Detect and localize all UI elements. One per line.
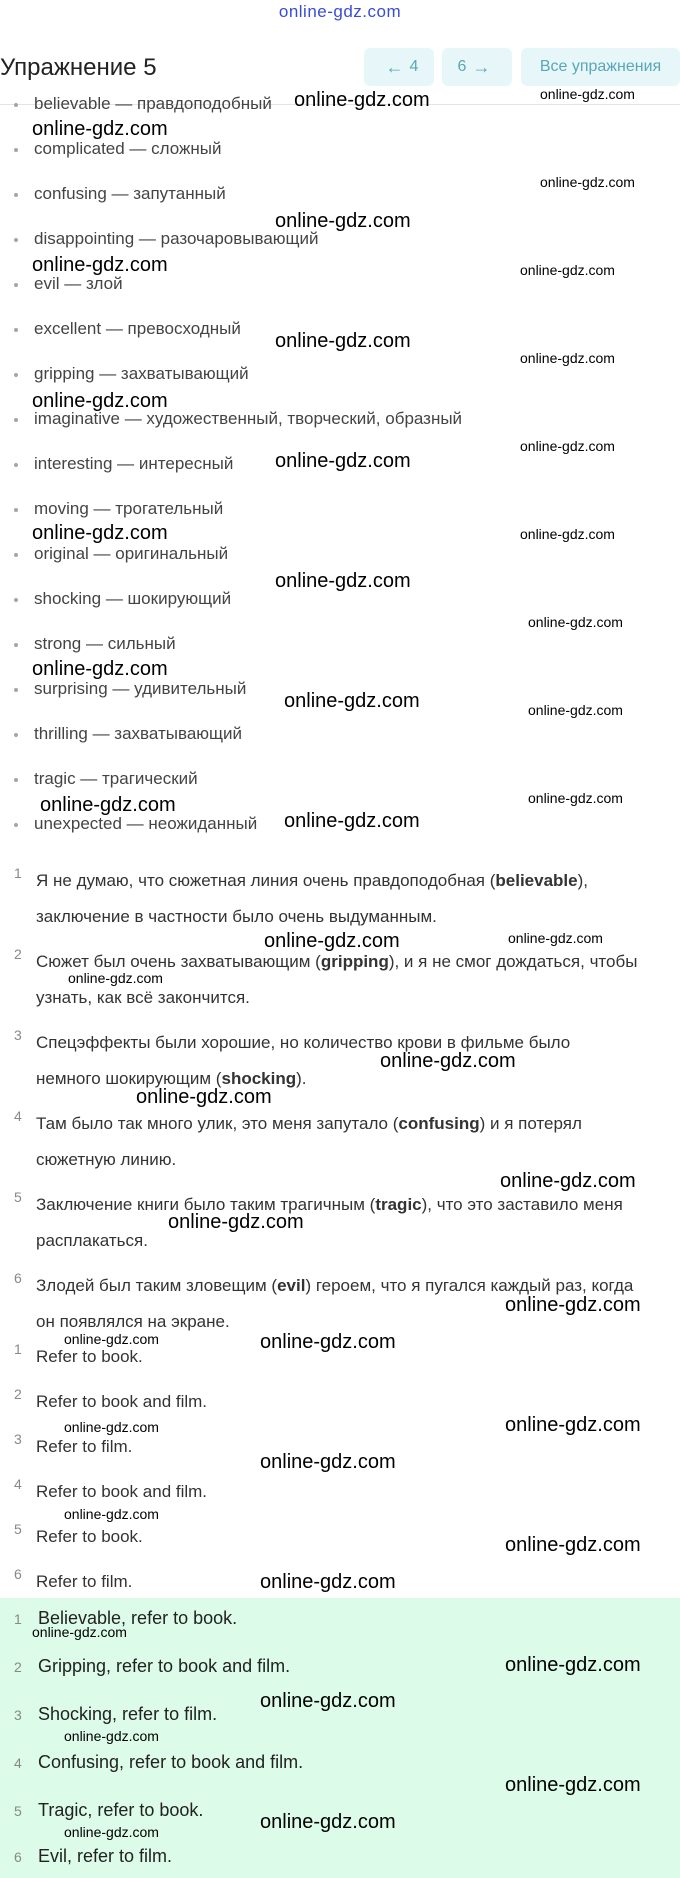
watermark: online-gdz.com — [508, 930, 603, 946]
prev-exercise-button[interactable] — [364, 48, 434, 86]
answer-box: 1 Believable, refer to book. 2 Gripping, refer to book and film. 3 Shocking, refer to film. 4 Confusing, refer to book and film. 5 Tragic, refer to book. 6 Evil, refer to film. — [0, 1598, 680, 1878]
bullet — [14, 148, 18, 152]
watermark: online-gdz.com — [500, 1170, 636, 1192]
next-exercise-button[interactable] — [442, 48, 512, 86]
watermark: online-gdz.com — [505, 1414, 641, 1436]
watermark: online-gdz.com — [275, 450, 411, 472]
bullet — [14, 643, 18, 647]
bullet — [14, 688, 18, 692]
watermark: online-gdz.com — [32, 522, 168, 544]
page-title: Упражнение 5 — [0, 54, 157, 81]
watermark: online-gdz.com — [168, 1211, 304, 1233]
watermark: online-gdz.com — [64, 1331, 159, 1347]
watermark: online-gdz.com — [520, 350, 615, 366]
watermark: online-gdz.com — [32, 254, 168, 276]
watermark: online-gdz.com — [64, 1824, 159, 1840]
watermark: online-gdz.com — [68, 970, 163, 986]
bullet — [14, 598, 18, 602]
watermark: online-gdz.com — [64, 1506, 159, 1522]
all-exercises-label: Все упражнения — [539, 58, 662, 75]
watermark: online-gdz.com — [294, 89, 430, 111]
watermark: online-gdz.com — [505, 1294, 641, 1316]
watermark: online-gdz.com — [505, 1654, 641, 1676]
watermark: online-gdz.com — [260, 1451, 396, 1473]
bullet — [14, 418, 18, 422]
watermark: online-gdz.com — [520, 526, 615, 542]
watermark: online-gdz.com — [40, 794, 176, 816]
watermark: online-gdz.com — [528, 614, 623, 630]
bullet — [14, 193, 18, 197]
bullet — [14, 733, 18, 737]
watermark: online-gdz.com — [32, 658, 168, 680]
site-logo[interactable]: online-gdz.com — [278, 2, 402, 21]
watermark: online-gdz.com — [528, 702, 623, 718]
watermark: online-gdz.com — [380, 1050, 516, 1072]
watermark: online-gdz.com — [505, 1774, 641, 1796]
bullet — [14, 508, 18, 512]
watermark: online-gdz.com — [528, 790, 623, 806]
watermark: online-gdz.com — [505, 1534, 641, 1556]
watermark: online-gdz.com — [136, 1086, 272, 1108]
watermark: online-gdz.com — [32, 1624, 127, 1640]
bullet — [14, 328, 18, 332]
watermark: online-gdz.com — [275, 570, 411, 592]
watermark: online-gdz.com — [275, 330, 411, 352]
bullet — [14, 463, 18, 467]
bullet — [14, 778, 18, 782]
watermark: online-gdz.com — [32, 118, 168, 140]
bullet — [14, 283, 18, 287]
all-exercises-button[interactable] — [521, 48, 680, 86]
watermark: online-gdz.com — [260, 1571, 396, 1593]
watermark: online-gdz.com — [64, 1419, 159, 1435]
prev-exercise-label: 4 — [409, 58, 419, 75]
watermark: online-gdz.com — [32, 390, 168, 412]
arrow-right-icon: → — [472, 56, 491, 77]
bullet — [14, 553, 18, 557]
bullet — [14, 373, 18, 377]
watermark: online-gdz.com — [260, 1690, 396, 1712]
next-exercise-label: 6 — [457, 58, 467, 75]
watermark: online-gdz.com — [284, 810, 420, 832]
watermark: online-gdz.com — [64, 1728, 159, 1744]
watermark: online-gdz.com — [275, 210, 411, 232]
bullet — [14, 103, 18, 107]
watermark: online-gdz.com — [260, 1331, 396, 1353]
watermark: online-gdz.com — [520, 438, 615, 454]
watermark: online-gdz.com — [264, 930, 400, 952]
watermark: online-gdz.com — [540, 86, 635, 102]
watermark: online-gdz.com — [520, 262, 615, 278]
watermark: online-gdz.com — [284, 690, 420, 712]
bullet — [14, 238, 18, 242]
bullet — [14, 823, 18, 827]
watermark: online-gdz.com — [540, 174, 635, 190]
watermark: online-gdz.com — [260, 1811, 396, 1833]
arrow-left-icon: ← — [385, 56, 404, 77]
